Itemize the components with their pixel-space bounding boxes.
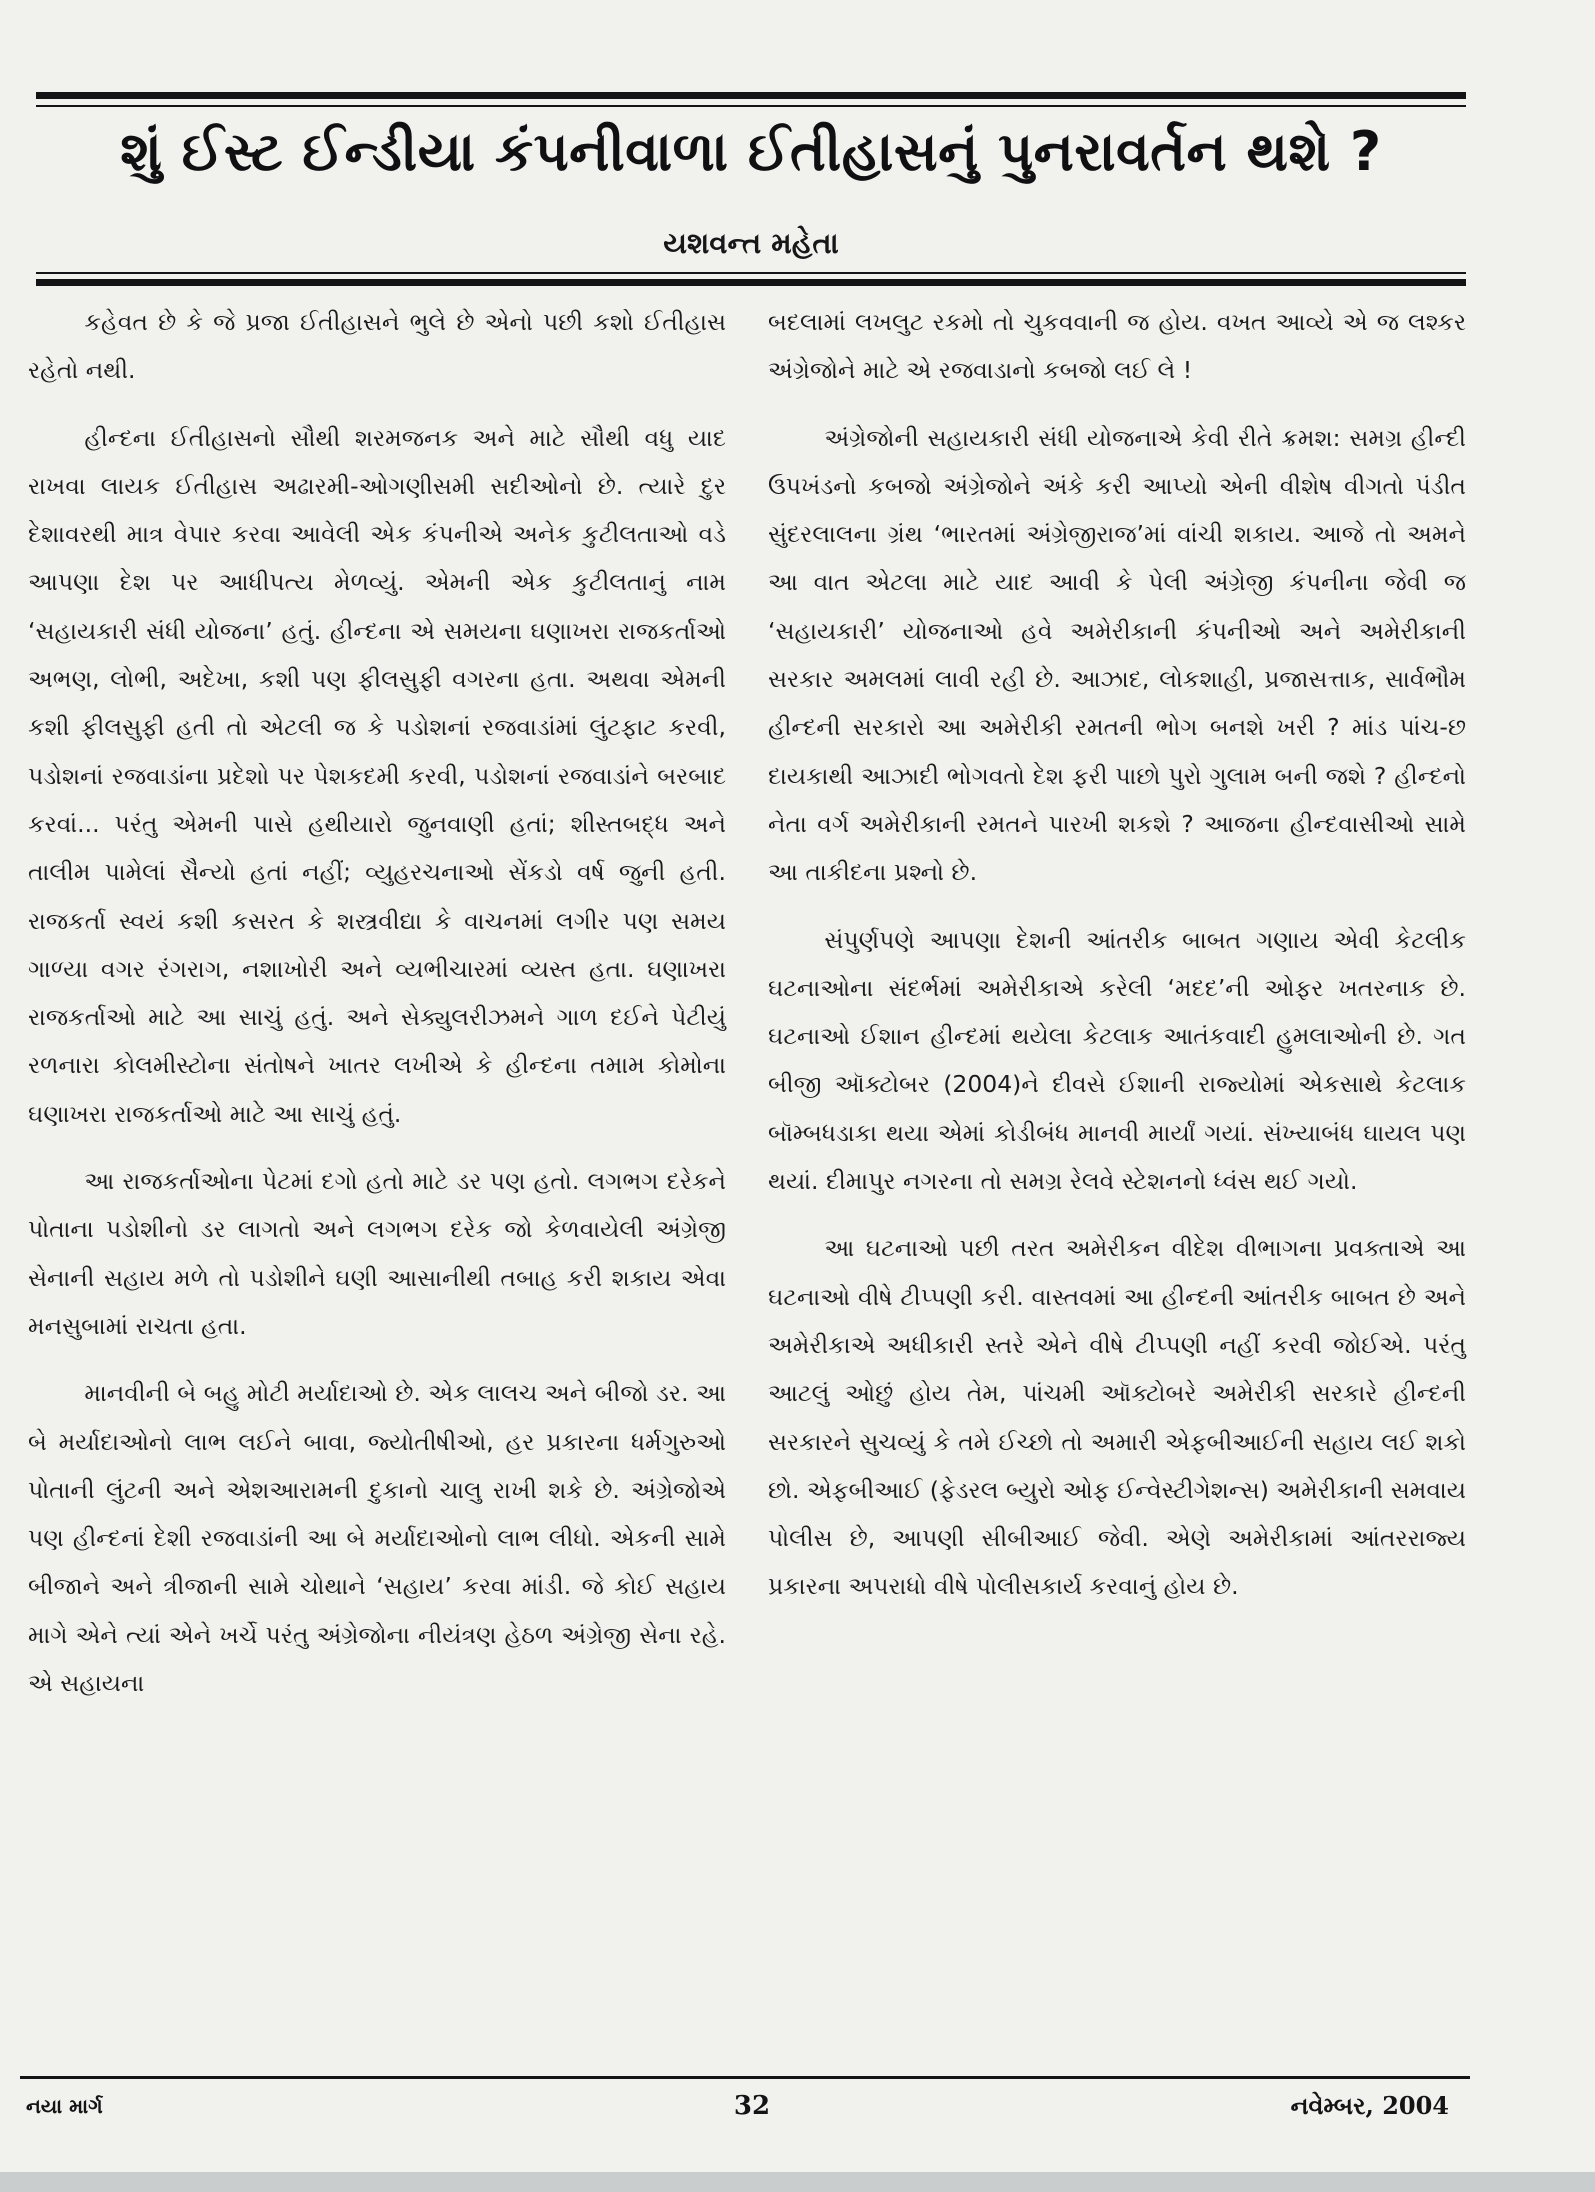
header-bottom-rule-thin	[36, 272, 1466, 274]
footer-magazine-name: નયા માર્ગ	[26, 2094, 103, 2118]
right-paragraph-2: અંગ્રેજોની સહાયકારી સંધી યોજનાએ કેવી રીતે ક્રમશ: સમગ્ર હીન્દી ઉપખંડનો કબજો અંગ્રેજોને અંકે કરી આપ્યો એની વીશેષ વીગતો પંડીત સુંદરલાલના ગ્રંથ ‘ભારતમાં અંગ્રેજીરાજ’માં વાંચી શકાય. આજે તો અમને આ વાત એટલા માટે યાદ આવી કે પેલી અંગ્રેજી કંપનીના જેવી જ ‘સહાયકારી’ યોજનાઓ હવે અમેરીકાની કંપનીઓ અને અમેરીકાની સરકાર અમલમાં લાવી રહી છે. આઝાદ, લોકશાહી, પ્રજાસત્તાક, સાર્વભૌમ હીન્દની સરકારો આ અમેરીકી રમતની ભોગ બનશે ખરી ? માંડ પાંચ-છ દાયકાથી આઝાદી ભોગવતો દેશ ફરી પાછો પુરો ગુલામ બની જશે ? હીન્દનો નેતા વર્ગ અમેરીકાની રમતને પારખી શકશે ? આજના હીન્દવાસીઓ સામે આ તાકીદના પ્રશ્નો છે.	[768, 423, 1466, 887]
footer-rule	[20, 2076, 1470, 2079]
right-paragraph-1: બદલામાં લખલુટ રકમો તો ચુકવવાની જ હોય. વખત આવ્યે એ જ લશ્કર અંગ્રેજોને માટે એ રજવાડાનો કબજો લઈ લે !	[768, 308, 1466, 385]
right-paragraph-3: સંપુર્ણપણે આપણા દેશની આંતરીક બાબત ગણાય એવી કેટલીક ઘટનાઓના સંદર્ભમાં અમેરીકાએ કરેલી ‘મદદ’ની ઓફર ખતરનાક છે. ઘટનાઓ ઈશાન હીન્દમાં થયેલા કેટલાક આતંકવાદી હુમલાઓની છે. ગત બીજી ઑક્ટોબર (2004)ને દીવસે ઈશાની રાજ્યોમાં એકસાથે કેટલાક બૉમ્બધડાકા થયા એમાં કોડીબંધ માનવી માર્યાં ગયાં. સંખ્યાબંધ ઘાયલ પણ થયાં. દીમાપુર નગરના તો સમગ્ર રેલવે સ્ટેશનનો ધ્વંસ થઈ ગયો.	[768, 925, 1466, 1196]
header-bottom-rule-thick	[36, 279, 1466, 286]
article-title: શું ઈસ્ટ ઈન્ડીયા કંપનીવાળા ઈતીહાસનું પુનરાવર્તન થશે ?	[120, 120, 1382, 183]
right-paragraph-4: આ ઘટનાઓ પછી તરત અમેરીકન વીદેશ વીભાગના પ્રવક્તાએ આ ઘટનાઓ વીષે ટીપ્પણી કરી. વાસ્તવમાં આ હીન્દની આંતરીક બાબત છે અને અમેરીકાએ અધીકારી સ્તરે એને વીષે ટીપ્પણી નહીં કરવી જોઈએ. પરંતુ આટલું ઓછું હોય તેમ, પાંચમી ઑક્ટોબરે અમેરીકી સરકારે હીન્દની સરકારને સુચવ્યું કે તમે ઈચ્છો તો અમારી એફબીઆઈની સહાય લઈ શકો છો. એફબીઆઈ (ફેડરલ બ્યુરો ઓફ ઈન્વેસ્ટીગેશન્સ) અમેરીકાની સમવાય પોલીસ છે, આપણી સીબીઆઈ જેવી. એણે અમેરીકામાં આંતરરાજ્ય પ્રકારના અપરાધો વીષે પોલીસકાર્ય કરવાનું હોય છે.	[768, 1234, 1466, 1601]
top-rule-thick	[36, 92, 1466, 99]
left-column	[28, 298, 726, 1707]
top-rule-thin	[36, 105, 1466, 107]
left-paragraph-1: કહેવત છે કે જે પ્રજા ઈતીહાસને ભુલે છે એનો પછી કશો ઈતીહાસ રહેતો નથી.	[28, 308, 726, 385]
footer-issue-date: નવેમ્બર, 2004	[1290, 2091, 1449, 2120]
left-paragraph-2: હીન્દના ઈતીહાસનો સૌથી શરમજનક અને માટે સૌથી વધુ યાદ રાખવા લાયક ઈતીહાસ અઢારમી-ઓગણીસમી સદીઓનો છે. ત્યારે દુર દેશાવરથી માત્ર વેપાર કરવા આવેલી એક કંપનીએ અનેક કુટીલતાઓ વડે આપણા દેશ પર આધીપત્ય મેળવ્યું. એમની એક કુટીલતાનું નામ ‘સહાયકારી સંધી યોજના’ હતું. હીન્દના એ સમયના ઘણાખરા રાજકર્તાઓ અભણ, લોભી, અદેખા, કશી પણ ફીલસુફી વગરના હતા. અથવા એમની કશી ફીલસુફી હતી તો એટલી જ કે પડોશનાં રજવાડાંમાં લુંટફાટ કરવી, પડોશનાં રજવાડાંના પ્રદેશો પર પેશકદમી કરવી, પડોશનાં રજવાડાંને બરબાદ કરવાં... પરંતુ એમની પાસે હથીયારો જુનવાણી હતાં; શીસ્તબદ્ધ અને તાલીમ પામેલાં સૈન્યો હતાં નહીં; વ્યુહરચનાઓ સેંકડો વર્ષ જુની હતી. રાજકર્તા સ્વયં કશી કસરત કે શસ્ત્રવીદ્યા કે વાચનમાં લગીર પણ સમય ગાળ્યા વગર રંગરાગ, નશાખોરી અને વ્યભીચારમાં વ્યસ્ત હતા. ઘણાખરા રાજકર્તાઓ માટે આ સાચું હતું. અને સેક્યુલરીઝમને ગાળ દઈને પેટીયું રળનારા કોલમીસ્ટોના સંતોષને ખાતર લખીએ કે હીન્દના તમામ કોમોના ઘણાખરા રાજકર્તાઓ માટે આ સાચું હતું.	[28, 423, 726, 1128]
left-paragraph-4: માનવીની બે બહુ મોટી મર્યાદાઓ છે. એક લાલચ અને બીજો ડર. આ બે મર્યાદાઓનો લાભ લઈને બાવા, જ્યોતીષીઓ, હર પ્રકારના ધર્મગુરુઓ પોતાની લુંટની અને એશઆરામની દુકાનો ચાલુ રાખી શકે છે. અંગ્રેજોએ પણ હીન્દનાં દેશી રજવાડાંની આ બે મર્યાદાઓનો લાભ લીધો. એકની સામે બીજાને અને ત્રીજાની સામે ચોથાને ‘સહાય’ કરવા માંડી. જે કોઈ સહાય માગે એને ત્યાં એને ખર્ચે પરંતુ અંગ્રેજોના નીયંત્રણ હેઠળ અંગ્રેજી સેના રહે. એ સહાયના	[28, 1379, 726, 1698]
right-column	[768, 298, 1466, 1611]
footer-page-number: 32	[733, 2091, 771, 2121]
left-paragraph-3: આ રાજકર્તાઓના પેટમાં દગો હતો માટે ડર પણ હતો. લગભગ દરેકને પોતાના પડોશીનો ડર લાગતો અને લગભગ દરેક જો કેળવાયેલી અંગ્રેજી સેનાની સહાય મળે તો પડોશીને ઘણી આસાનીથી તબાહ કરી શકાય એવા મનસુબામાં રાચતા હતા.	[28, 1167, 726, 1340]
article-author: યશવન્ત મહેતા	[663, 226, 839, 260]
